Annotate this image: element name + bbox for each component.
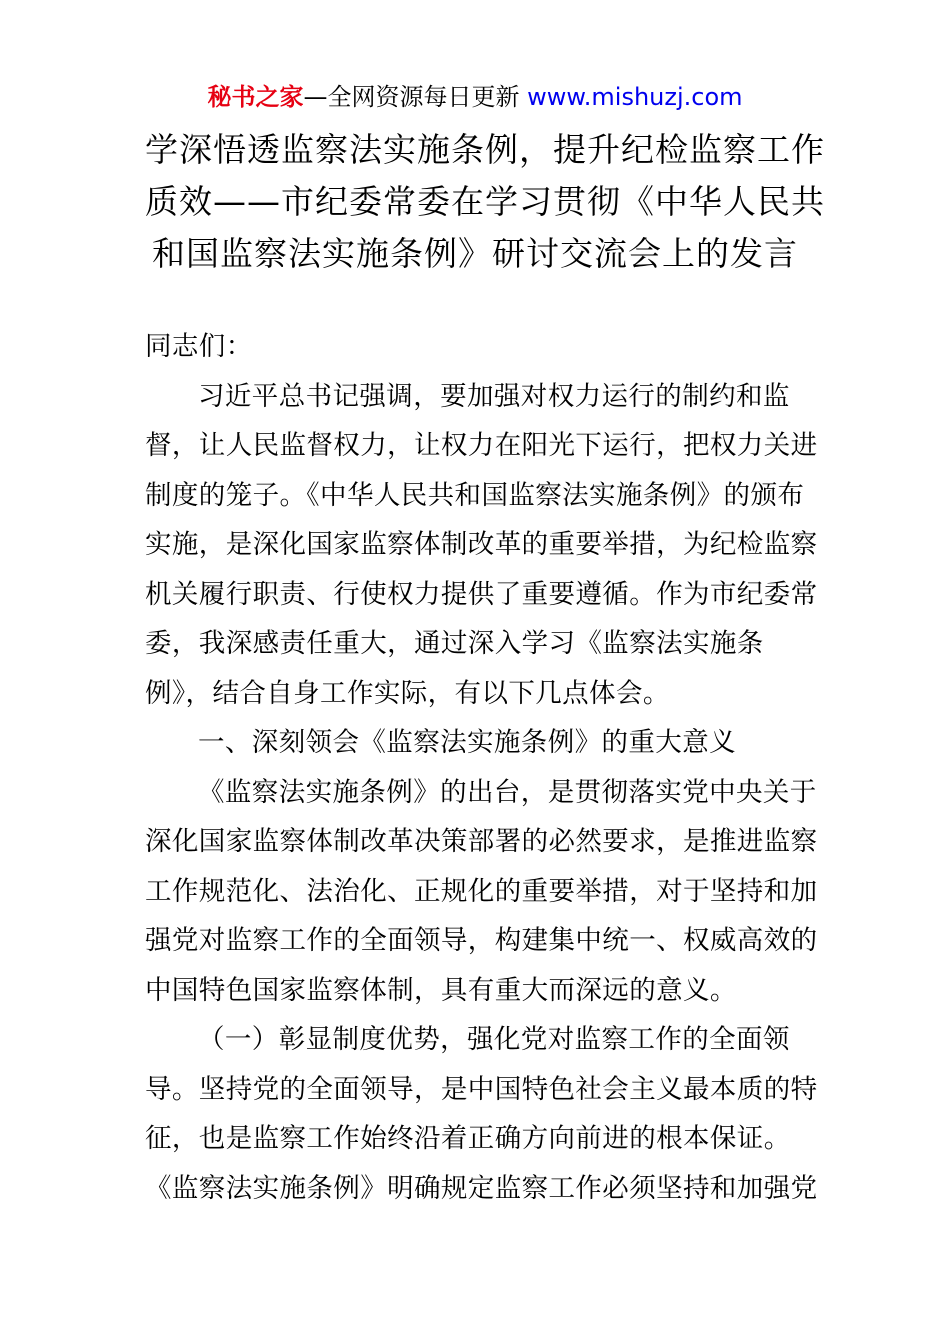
body-line: 《监察法实施条例》的出台，是贯彻落实党中央关于	[198, 776, 817, 808]
body-line: 导。坚持党的全面领导，是中国特色社会主义最本质的特	[145, 1073, 818, 1105]
site-url-link[interactable]: www.mishuzj.com	[527, 83, 743, 111]
body-line: 制度的笼子。《中华人民共和国监察法实施条例》的颁布	[145, 479, 805, 511]
body-line: 《监察法实施条例》明确规定监察工作必须坚持和加强党	[145, 1172, 818, 1204]
document-title	[145, 124, 825, 280]
body-line: 例》，结合自身工作实际，有以下几点体会。	[145, 677, 670, 709]
body-line: 征，也是监察工作始终沿着正确方向前进的根本保证。	[145, 1123, 791, 1154]
section-heading: 一、深刻领会《监察法实施条例》的重大意义	[198, 727, 736, 758]
body-line: 中国特色国家监察体制，具有重大而深远的意义。	[145, 974, 737, 1006]
body-line: 工作规范化、法治化、正规化的重要举措，对于坚持和加	[145, 875, 818, 907]
title-line: 质效——市纪委常委在学习贯彻《中华人民共	[145, 182, 825, 221]
site-tagline: —全网资源每日更新	[303, 83, 528, 111]
subsection-heading: （一）彰显制度优势，强化党对监察工作的全面领	[198, 1024, 790, 1055]
body-line: 委，我深感责任重大，通过深入学习《监察法实施条	[145, 628, 764, 659]
salutation: 同志们：	[145, 331, 253, 362]
body-line: 实施，是深化国家监察体制改革的重要举措，为纪检监察	[145, 529, 818, 560]
document-body	[145, 322, 818, 1213]
site-header	[0, 80, 950, 114]
body-line: 强党对监察工作的全面领导，构建集中统一、权威高效的	[145, 925, 818, 956]
title-line: 和国监察法实施条例》研讨交流会上的发言	[152, 234, 798, 273]
body-line: 深化国家监察体制改革决策部署的必然要求，是推进监察	[145, 826, 818, 857]
body-line: 习近平总书记强调，要加强对权力运行的制约和监	[198, 380, 790, 412]
body-line: 机关履行职责、行使权力提供了重要遵循。作为市纪委常	[145, 578, 818, 610]
body-line: 督，让人民监督权力，让权力在阳光下运行，把权力关进	[145, 430, 818, 461]
title-line: 学深悟透监察法实施条例，提升纪检监察工作	[145, 130, 825, 169]
site-brand: 秘书之家	[207, 83, 304, 111]
